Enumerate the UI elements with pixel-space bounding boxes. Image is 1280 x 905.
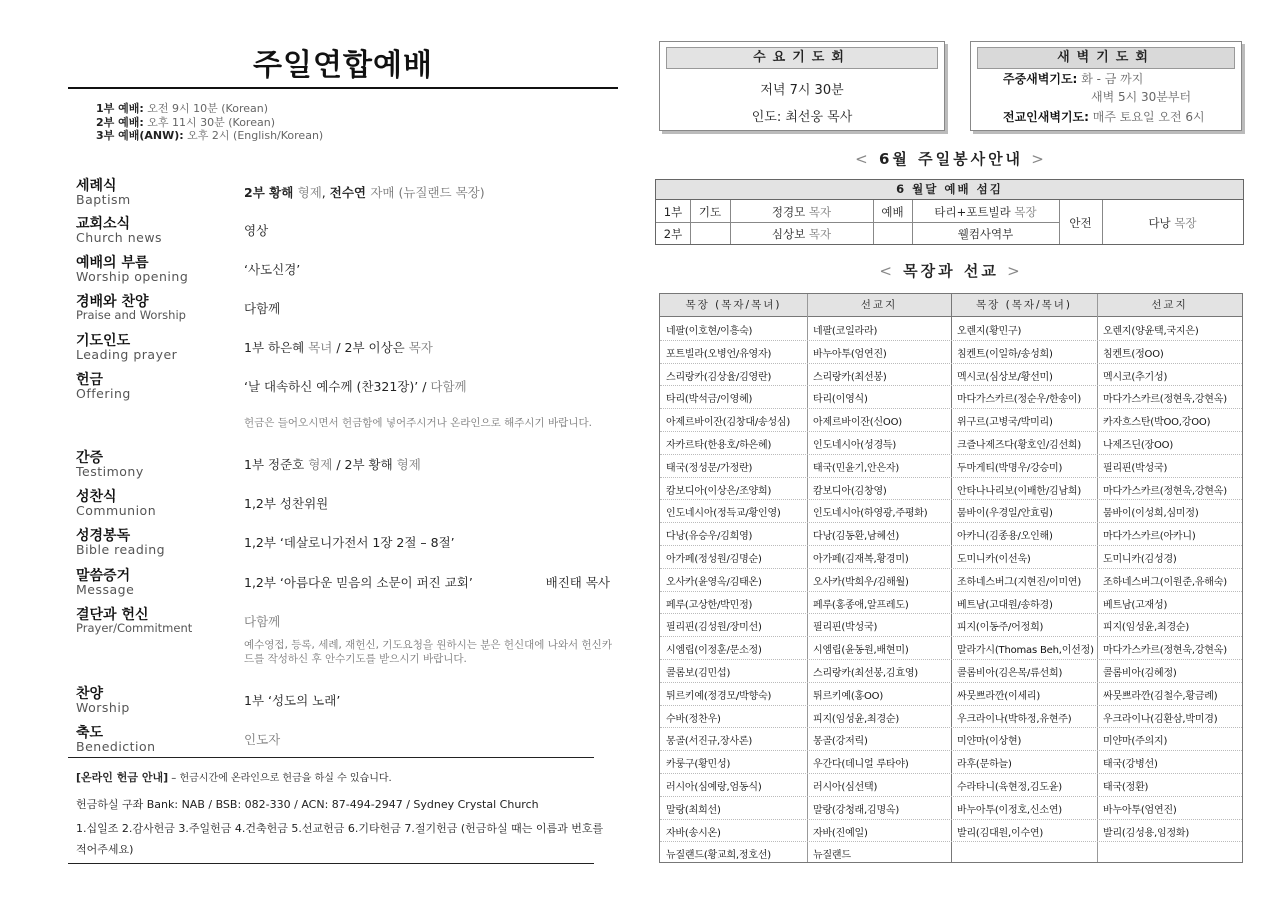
mokjang-cell: 시엠립(이정훈/문소정) — [666, 645, 762, 657]
mokjang-cell: 자카르타(한용호/하은혜) — [666, 440, 772, 451]
order-preacher — [546, 573, 610, 591]
order-text: / 2부 황해 — [332, 457, 397, 472]
order-text: 1,2부 성찬위원 — [244, 496, 329, 511]
order-content — [244, 260, 300, 278]
mokjang-cell: 미얀마(이상현) — [957, 736, 1022, 748]
missions-divider — [807, 294, 808, 862]
service-row2-part: 2부 — [663, 227, 683, 241]
mokjang-cell: 말라가시(Thomas Beh,이선정) — [957, 645, 1094, 657]
missions-row-line — [660, 819, 1242, 820]
mission-field-cell: 네팔(코일라라) — [813, 326, 878, 337]
order-content — [244, 183, 485, 201]
mission-field-cell: 캄보디아(김창영) — [813, 485, 887, 497]
online-offering-box — [68, 757, 604, 864]
missions-header: 목장 (목자/목녀) — [951, 294, 1097, 317]
missions-row-line — [660, 477, 1242, 478]
order-text: 영상 — [244, 223, 269, 238]
online-offering-desc: – 헌금시간에 온라인으로 헌금을 하실 수 있습니다. — [168, 773, 392, 784]
missions-header: 선교지 — [1097, 294, 1242, 317]
mokjang-cell: 캄보디아(이상은/조양희) — [666, 485, 772, 497]
mission-field-cell: 카자흐스탄(박OO,강OO) — [1103, 417, 1211, 429]
service-row1-role2: 예배 — [881, 205, 904, 219]
mission-field-cell: 도미니카(김성경) — [1103, 554, 1177, 565]
service-time-value: 오후 11시 30분 (Korean) — [143, 115, 275, 129]
missions-row-line — [660, 340, 1242, 341]
mission-field-cell: 말랑(강청래,김명옥) — [813, 804, 900, 816]
mokjang-cell: 싸뭇쁘라깐(이세리) — [957, 690, 1041, 702]
mission-field-cell: 타리(이영식) — [813, 394, 868, 406]
order-content — [244, 338, 433, 356]
service-guide-heading: < 6월 주일봉사안내 > — [855, 150, 1047, 168]
mokjang-cell: 바누아투(이정호,신소연) — [957, 804, 1062, 816]
mokjang-cell: 크즐나제즈다(황호인/김선희) — [957, 440, 1082, 451]
order-text: 다함께 — [430, 379, 467, 394]
missions-table — [659, 293, 1243, 863]
mission-field-cell: 싸뭇쁘라깐(김철수,황금례) — [1103, 690, 1218, 702]
mokjang-cell: 라후(문하늘) — [957, 759, 1012, 771]
dawn-weekday-value: 화 - 금 까지 — [1081, 72, 1144, 86]
order-title-ko: 축도 — [76, 725, 104, 741]
order-text: 목자 — [408, 340, 433, 355]
service-time-line — [96, 102, 323, 116]
mokjang-cell: 우크라이나(박하정,유현주) — [957, 713, 1072, 725]
order-title-ko: 경배와 찬양 — [76, 294, 149, 310]
mission-field-cell: 태국(민윤기,안은자) — [813, 462, 900, 474]
service-time-label: 1부 예배: — [96, 102, 144, 115]
missions-heading: < 목장과 선교 > — [879, 262, 1023, 280]
order-title-ko: 결단과 헌신 — [76, 607, 149, 623]
mokjang-cell: 위구르(고병국/박미리) — [957, 417, 1053, 429]
order-text: 1부 하은혜 — [244, 340, 309, 355]
mokjang-cell: 아카니(김종용/오인해) — [957, 531, 1053, 543]
missions-header: 목장 (목자/목녀) — [660, 294, 807, 317]
order-content — [244, 691, 340, 709]
order-title-en: Benediction — [76, 739, 156, 754]
service-time-value: 오전 9시 10분 (Korean) — [143, 102, 268, 115]
order-title-en: Praise and Worship — [76, 308, 186, 322]
commitment-note: 예수영접, 등록, 세례, 재헌신, 기도요청을 원하시는 분은 헌신대에 나와서 헌신카드를 작성하신 후 안수기도를 받으시기 바랍니다. — [244, 639, 612, 665]
order-title-ko: 세례식 — [76, 178, 117, 194]
service-row2-person1: 심상보 — [771, 227, 806, 241]
missions-divider — [1097, 294, 1098, 862]
page-title: 주일연합예배 — [253, 48, 433, 83]
order-content — [244, 612, 280, 630]
mokjang-cell: 자바(송시온) — [666, 827, 721, 839]
mission-field-cell: 베트남(고재성) — [1103, 599, 1168, 611]
order-content — [244, 573, 473, 591]
order-text: ‘사도신경’ — [244, 262, 301, 277]
order-text: / 2부 이상은 — [332, 340, 409, 355]
dawn-prayer-title: 새벽기도회 — [977, 47, 1235, 69]
missions-row-line — [660, 750, 1242, 751]
dawn-weekday-time: 새벽 5시 30분부터 — [1091, 90, 1192, 104]
mokjang-cell: 조하네스버그(지현진/이미연) — [957, 576, 1082, 588]
service-time-label: 2부 예배: — [96, 115, 144, 129]
order-title-en: Prayer/Commitment — [76, 621, 193, 635]
order-title-en: Worship — [76, 700, 130, 715]
order-text: 인도자 — [244, 732, 281, 747]
order-title-ko: 헌금 — [76, 372, 104, 388]
order-text: 전수연 — [329, 185, 371, 200]
mokjang-cell: 필리핀(김성원/장미선) — [666, 622, 762, 634]
missions-title: 목장과 선교 — [903, 262, 999, 280]
order-text: ‘날 대속하신 예수께 (찬321장)’ — [244, 379, 419, 394]
service-row1-title2: 목장 — [1014, 205, 1037, 219]
service-row1-person1: 정경모 — [771, 205, 806, 219]
service-row2-person2: 웰컴사역부 — [957, 227, 1014, 241]
mission-field-cell: 스리랑카(최선봉) — [813, 371, 887, 383]
mission-field-cell: 바누아투(엄연진) — [1103, 804, 1177, 816]
dawn-prayer-box — [970, 41, 1242, 131]
order-title-en: Church news — [76, 230, 163, 245]
service-times — [96, 102, 323, 143]
service-safety-title: 목장 — [1174, 216, 1197, 230]
mokjang-cell: 타리(박석금/이영혜) — [666, 394, 753, 406]
order-title-en: Offering — [76, 386, 131, 401]
order-text: 2부 황해 — [244, 185, 298, 200]
order-title-ko: 간증 — [76, 450, 104, 466]
mission-field-cell: 스리랑카(최선봉,김효영) — [813, 668, 918, 679]
order-title-ko: 찬양 — [76, 686, 104, 702]
missions-row-line — [660, 591, 1242, 592]
mission-field-cell: 자바(진예일) — [813, 827, 868, 839]
mokjang-cell: 몽골(서진규,장사론) — [666, 736, 753, 748]
mokjang-cell: 아제르바이잔(김창대/송성심) — [666, 417, 791, 429]
mission-field-cell: 발리(김성용,임정화) — [1103, 827, 1190, 839]
service-table-title: 6 월달 예배 섬김 — [656, 180, 1243, 200]
mokjang-cell: 발리(김대원,이수연) — [957, 827, 1044, 839]
mission-field-cell: 오렌지(양윤택,국지은) — [1103, 326, 1199, 337]
mokjang-cell: 도미니카(이선욱) — [957, 554, 1031, 565]
mokjang-cell: 뉴질랜드(황교희,정호선) — [666, 850, 771, 862]
mokjang-cell: 스리랑카(김상율/김영란) — [666, 371, 772, 383]
order-title-ko: 교회소식 — [76, 216, 131, 232]
mission-field-cell: 오사카(박희우/김해월) — [813, 576, 909, 588]
order-title-ko: 예배의 부름 — [76, 255, 149, 271]
mission-field-cell: 조하네스버그(이원준,유해숙) — [1103, 576, 1227, 588]
service-time-label: 3부 예배(ANW): — [96, 129, 184, 142]
mokjang-cell: 두마게티(박명우/강승미) — [957, 462, 1063, 474]
order-text: 형제 — [308, 457, 333, 472]
mokjang-cell: 콜롬비아(김은목/류선희) — [957, 668, 1063, 679]
mission-field-cell: 콜롬비아(김혜정) — [1103, 668, 1177, 679]
mission-field-cell: 인도네시아(하영광,주평화) — [813, 508, 928, 520]
order-title-en: Baptism — [76, 192, 131, 207]
missions-header: 선교지 — [807, 294, 951, 317]
missions-row-line — [660, 545, 1242, 546]
mission-field-cell: 뭄바이(이성희,심미정) — [1103, 508, 1199, 520]
order-title-en: Leading prayer — [76, 347, 178, 362]
mission-field-cell: 필리핀(박성국) — [1103, 462, 1168, 474]
order-text: 1,2부 ‘아름다운 믿음의 소문이 퍼진 교회’ — [244, 575, 473, 590]
service-table — [655, 179, 1244, 245]
order-title-ko: 성찬식 — [76, 489, 117, 505]
mokjang-cell: 오렌지(황민구) — [957, 326, 1022, 337]
offering-note: 헌금은 들어오시면서 헌금함에 넣어주시거나 온라인으로 해주시기 바랍니다. — [244, 417, 592, 429]
mokjang-cell: 베트남(고대원/송하경) — [957, 599, 1053, 611]
mokjang-cell: 인도네시아(정득교/황인영) — [666, 508, 781, 520]
missions-row-line — [660, 682, 1242, 683]
mission-field-cell: 우간다(데니얼 루타야) — [813, 759, 909, 771]
mokjang-cell: 피지(이동주/어정희) — [957, 622, 1044, 634]
order-content — [244, 221, 268, 239]
order-title-en: Communion — [76, 503, 157, 518]
mission-field-cell: 다낭(김동환,남혜선) — [813, 531, 900, 543]
mission-field-cell: 아가페(김재복,황경미) — [813, 554, 909, 565]
service-row2-title1: 목자 — [808, 227, 832, 241]
order-title-ko: 말씀증거 — [76, 568, 131, 584]
service-time-line — [96, 116, 323, 130]
mokjang-cell: 아가페(정성원/김명순) — [666, 554, 762, 565]
online-offering-types: 1.십일조 2.감사헌금 3.주일헌금 4.건축헌금 5.선교헌금 6.기타헌금 7.절기헌금 (헌금하실 때는 이름과 번호를 — [76, 822, 604, 835]
order-title-ko: 성경봉독 — [76, 528, 131, 544]
mission-field-cell: 태국(강병선) — [1103, 759, 1158, 771]
mission-field-cell: 피지(임성윤,최경순) — [1103, 622, 1190, 634]
missions-row-line — [660, 841, 1242, 842]
online-offering-heading: [온라인 헌금 안내] — [76, 771, 169, 784]
order-title-en: Worship opening — [76, 269, 189, 284]
order-content — [244, 299, 280, 317]
mission-field-cell: 미얀마(주의지) — [1103, 736, 1168, 748]
mission-field-cell: 피지(임성윤,최경순) — [813, 713, 900, 725]
mokjang-cell: 말랑(최희선) — [666, 804, 721, 816]
mission-field-cell: 멕시코(추기성) — [1103, 371, 1168, 383]
missions-row-line — [660, 773, 1242, 774]
order-text: 형제 — [297, 185, 322, 200]
missions-row-line — [660, 568, 1242, 569]
order-title-ko: 기도인도 — [76, 333, 131, 349]
order-text: 다함께 — [244, 614, 281, 629]
missions-row-line — [660, 408, 1242, 409]
mission-field-cell: 태국(정환) — [1103, 782, 1149, 793]
order-text: 자매 (뉴질랜드 목장) — [370, 185, 485, 200]
missions-row-line — [660, 363, 1242, 364]
mokjang-cell: 마다가스카르(정순우/한송이) — [957, 394, 1082, 406]
title-rule — [68, 87, 618, 89]
dawn-weekday-label: 주중새벽기도: — [1003, 72, 1078, 86]
mokjang-cell: 카룽구(황민성) — [666, 759, 731, 771]
order-text: 1,2부 ‘데살로니가전서 1장 2절 – 8절’ — [244, 535, 455, 550]
mokjang-cell: 다낭(유승우/김희영) — [666, 531, 753, 543]
mission-field-cell: 필리핀(박성국) — [813, 622, 878, 634]
mission-field-cell: 뉴질랜드 — [813, 850, 851, 862]
mission-field-cell: 페루(홍종애,알프레도) — [813, 599, 909, 611]
order-text: 다함께 — [244, 301, 281, 316]
order-text: / — [418, 379, 431, 394]
order-content — [244, 533, 455, 551]
mission-field-cell: 마다가스카르(정현욱,강현옥) — [1103, 394, 1227, 406]
order-text: 1부 정준호 — [244, 457, 309, 472]
order-content — [244, 730, 280, 748]
missions-row-line — [660, 727, 1242, 728]
mission-field-cell: 시엠립(윤동원,배현미) — [813, 645, 909, 657]
mission-field-cell: 몽골(강저릭) — [813, 736, 868, 748]
mokjang-cell: 안타나나리보(이배한/김남희) — [957, 485, 1082, 497]
service-time-value: 오후 2시 (English/Korean) — [183, 129, 324, 142]
service-row1-person2: 타리+포트빌라 — [934, 205, 1011, 219]
wednesday-prayer-leader: 인도: 최선웅 목사 — [751, 110, 853, 125]
missions-row-line — [660, 431, 1242, 432]
mokjang-cell: 수바(정찬우) — [666, 713, 721, 725]
service-time-line — [96, 129, 323, 143]
order-content — [244, 377, 467, 395]
order-text: 1부 ‘성도의 노래’ — [244, 693, 341, 708]
mokjang-cell: 네팔(이호현/이흥숙) — [666, 326, 753, 337]
mission-field-cell: 나제즈딘(장OO) — [1103, 440, 1174, 451]
mission-field-cell: 인도네시아(성경득) — [813, 440, 897, 451]
wednesday-prayer-title: 수요기도회 — [666, 47, 938, 69]
missions-row-line — [660, 522, 1242, 523]
mokjang-cell: 태국(정성문/가정란) — [666, 462, 753, 474]
order-text: 목사 — [585, 575, 610, 590]
service-row1-part: 1부 — [663, 205, 683, 219]
mokjang-cell: 포트빌라(오병언/유영자) — [666, 348, 772, 360]
wednesday-prayer-time: 저녁 7시 30분 — [760, 83, 844, 98]
mission-field-cell: 튀르키예(홍OO) — [813, 690, 884, 702]
service-row1-role1: 기도 — [698, 205, 722, 219]
mission-field-cell: 마다가스카르(정현욱,강현옥) — [1103, 645, 1227, 657]
missions-row-line — [660, 796, 1242, 797]
service-guide-title: 6월 주일봉사안내 — [878, 150, 1024, 168]
mission-field-cell: 우크라이나(김환삼,박미경) — [1103, 713, 1218, 725]
order-text: 목녀 — [308, 340, 333, 355]
mission-field-cell: 러시아(심선택) — [813, 782, 878, 793]
service-safety-label: 안전 — [1069, 216, 1092, 230]
missions-row-line — [660, 705, 1242, 706]
mokjang-cell: 오사카(윤영옥/김태온) — [666, 576, 762, 588]
mokjang-cell: 튀르키예(정경모/박향숙) — [666, 690, 772, 702]
mokjang-cell: 수라타니(육현정,김도윤) — [957, 782, 1062, 793]
missions-row-line — [660, 636, 1242, 637]
dawn-all-label: 전교인새벽기도: — [1003, 110, 1089, 124]
mokjang-cell: 러시아(심예랑,엄동식) — [666, 782, 762, 793]
dawn-all-value: 매주 토요일 오전 6시 — [1092, 110, 1205, 124]
mokjang-cell: 멕시코(심상보/황선미) — [957, 371, 1053, 383]
mission-field-cell: 바누아투(엄연진) — [813, 348, 887, 360]
order-text: , — [321, 185, 330, 200]
mission-field-cell: 아제르바이잔(신OO) — [813, 417, 902, 429]
order-title-en: Bible reading — [76, 542, 166, 557]
mokjang-cell: 뭄바이(우경일/안효림) — [957, 508, 1053, 520]
mokjang-cell: 콜롬보(김민섭) — [666, 668, 731, 679]
missions-divider — [951, 294, 952, 862]
mokjang-cell: 페루(고상한/박민정) — [666, 599, 753, 611]
online-offering-account: 헌금하실 구좌 Bank: NAB / BSB: 082-330 / ACN: 87-494-2947 / Sydney Crystal Church — [76, 798, 539, 811]
online-offering-types-cont: 적어주세요) — [76, 843, 134, 856]
mission-field-cell: 마다가스카르(정현욱,강현옥) — [1103, 485, 1227, 497]
order-text: 형제 — [396, 457, 421, 472]
mokjang-cell: 침켄트(이일하/송성희) — [957, 348, 1053, 360]
service-safety-person: 다낭 — [1148, 216, 1171, 230]
order-content — [244, 494, 328, 512]
order-title-en: Message — [76, 582, 135, 597]
mission-field-cell: 침켄트(정OO) — [1103, 348, 1164, 360]
order-content — [244, 455, 421, 473]
missions-row-line — [660, 659, 1242, 660]
missions-row-line — [660, 385, 1242, 386]
missions-row-line — [660, 613, 1242, 614]
missions-row-line — [660, 499, 1242, 500]
service-row1-title1: 목자 — [808, 205, 832, 219]
mission-field-cell: 마다가스카르(아카니) — [1103, 531, 1196, 543]
wednesday-prayer-box — [659, 41, 945, 131]
missions-row-line — [660, 454, 1242, 455]
order-text: 배진태 — [545, 575, 586, 590]
order-title-en: Testimony — [76, 464, 144, 479]
